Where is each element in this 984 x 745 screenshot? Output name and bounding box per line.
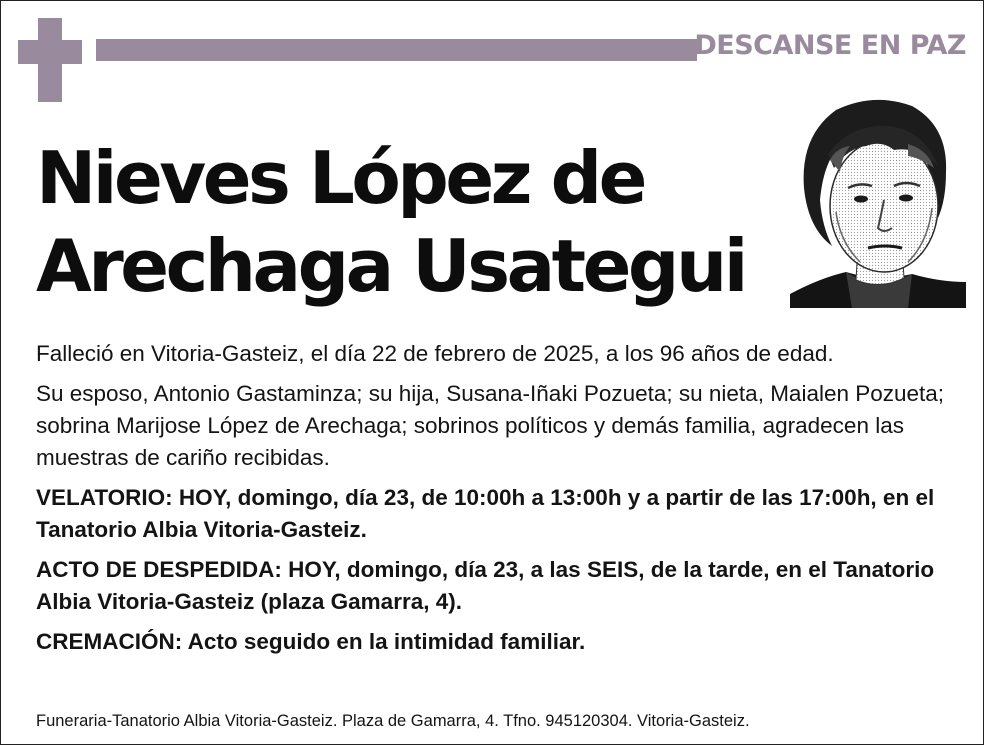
family-statement: Su esposo, Antonio Gastaminza; su hija, Susana-Iñaki Pozueta; su nieta, Maialen Pozueta; sobrina Marijose López de Arechaga; sobrinos políticos y demás familia, agradecen las muestras de cariño recibidas.	[36, 381, 945, 470]
deceased-name-line2: Arechaga Usategui	[36, 224, 745, 308]
cremacion-info: CREMACIÓN: Acto seguido en la intimidad familiar.	[36, 629, 586, 654]
despedida-info: ACTO DE DESPEDIDA: HOY, domingo, día 23, a las SEIS, de la tarde, en el Tanatorio Albia Vitoria-Gasteiz (plaza Gamarra, 4).	[36, 557, 935, 614]
notice-body	[36, 338, 956, 666]
deceased-name	[36, 134, 756, 310]
death-statement: Falleció en Vitoria-Gasteiz, el día 22 de febrero de 2025, a los 96 años de edad.	[36, 341, 834, 366]
velatorio-info: VELATORIO: HOY, domingo, día 23, de 10:00h a 13:00h y a partir de las 17:00h, en el Tanatorio Albia Vitoria-Gasteiz.	[36, 485, 935, 542]
funeral-home-footer: Funeraria-Tanatorio Albia Vitoria-Gasteiz. Plaza de Gamarra, 4. Tfno. 945120304. Vitoria-Gasteiz.	[36, 712, 750, 730]
header-title: DESCANSE EN PAZ	[694, 30, 966, 61]
cross-icon-horizontal	[18, 40, 82, 64]
portrait-photo	[790, 96, 966, 308]
deceased-name-line1: Nieves López de	[36, 136, 645, 220]
header-rule	[96, 39, 697, 61]
